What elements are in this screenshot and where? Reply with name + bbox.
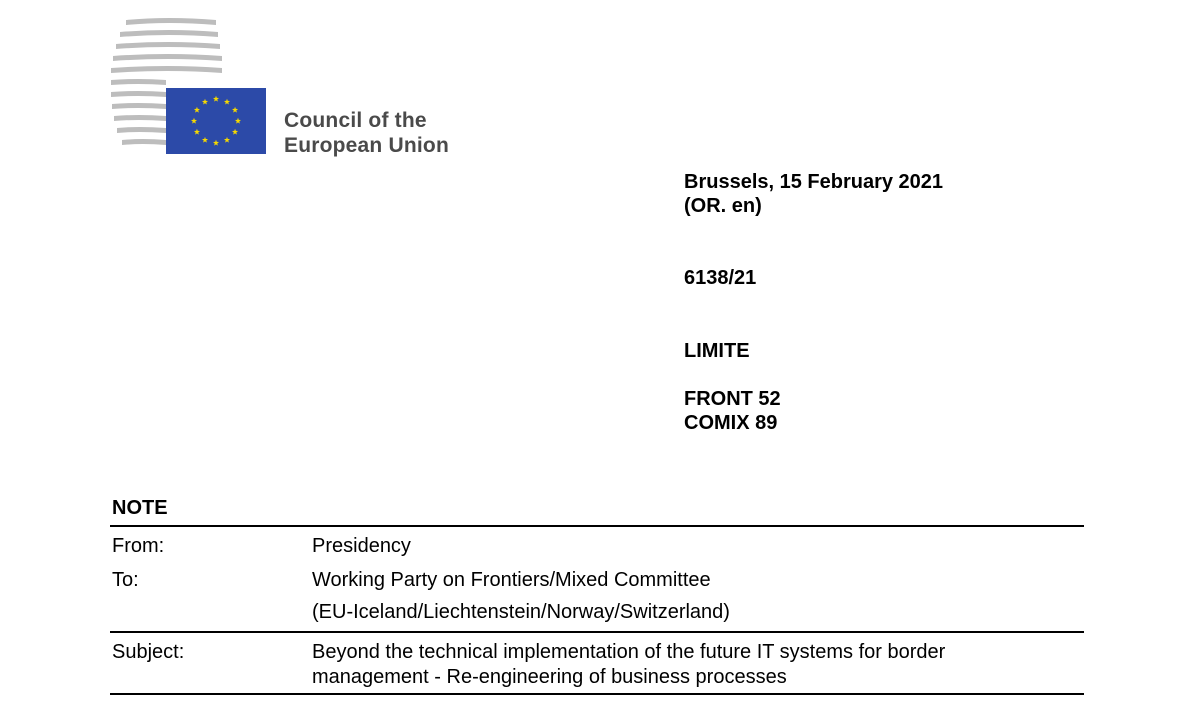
document-number: 6138/21 — [684, 267, 757, 289]
codes-block — [684, 387, 781, 435]
code-front: FRONT 52 — [684, 388, 781, 410]
to-label: To: — [112, 569, 139, 591]
organization-name — [284, 108, 449, 158]
to-value-line1: Working Party on Frontiers/Mixed Committee — [312, 569, 711, 591]
to-value-line2: (EU-Iceland/Liechtenstein/Norway/Switzerland) — [312, 601, 730, 623]
council-logo — [108, 16, 272, 158]
subject-label: Subject: — [112, 641, 185, 663]
subject-line2: management - Re-engineering of business processes — [312, 666, 787, 688]
classification: LIMITE — [684, 340, 750, 362]
from-value: Presidency — [312, 535, 411, 557]
divider-bottom — [110, 693, 1084, 695]
org-name-line2: European Union — [284, 134, 449, 157]
from-label: From: — [112, 535, 165, 557]
divider-middle — [110, 631, 1084, 633]
code-comix: COMIX 89 — [684, 412, 778, 434]
original-language: (OR. en) — [684, 195, 762, 217]
place-date: Brussels, 15 February 2021 — [684, 171, 944, 193]
org-name-line1: Council of the — [284, 109, 427, 132]
place-date-block — [684, 170, 943, 218]
note-title: NOTE — [112, 497, 168, 519]
divider-top — [110, 525, 1084, 527]
subject-line1: Beyond the technical implementation of the future IT systems for border — [312, 641, 946, 663]
